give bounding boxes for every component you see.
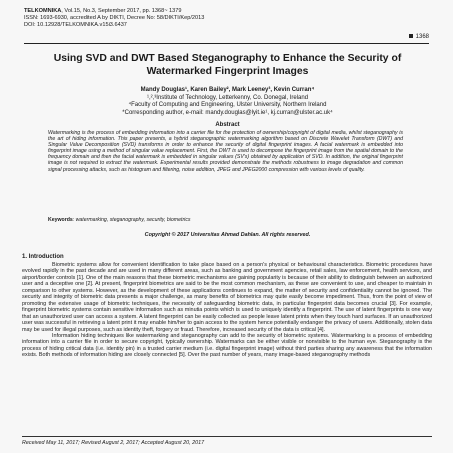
journal-header <box>24 8 434 29</box>
doi-line: DOI: 10.12928/TELKOMNIKA.v15i3.6437 <box>24 22 127 28</box>
section-body <box>22 262 432 359</box>
page-number: 1368 <box>415 34 429 40</box>
footer-divider <box>22 436 432 437</box>
square-icon <box>409 34 413 38</box>
keywords-list: : watermarking, steganography, security, biometrics <box>72 217 191 223</box>
section-heading: 1. Introduction <box>22 254 64 260</box>
author-names: Mandy Douglas¹, Karen Bailey², Mark Leeney³, Kevin Curran⁴ <box>140 87 315 93</box>
issn-line: ISSN: 1693-6930, accredited A by DIKTI, Decree No: 58/DIKTI/Kep/2013 <box>24 15 205 21</box>
corresponding-email: *Corresponding author, e-mail: mandy.douglas@lyit.ie¹, kj.curran@ulster.ac.uk⁴ <box>122 109 333 116</box>
journal-volume-line <box>24 8 434 15</box>
header-divider <box>24 43 429 44</box>
keywords-line <box>48 217 403 223</box>
abstract-heading: Abstract <box>215 122 240 128</box>
affiliation-2: ⁴Faculty of Computing and Engineering, Ulster University, Northern Ireland <box>128 102 327 109</box>
author-block <box>30 87 425 117</box>
body-paragraph: Biometric systems allow for convenient identification to take place based on a person's physical or behavioural characteristics. Biometric procedures have evolved rapidly in the past decade and are used in many different areas, such as banking and government agencies, retail sales, law enforcement, health services, and airport/border controls [1]. One of the main reasons that these biometric mechanisms are gaining popularity is because of their ability to distinguish between an authorized user and a deceptive one [2]. At present, fingerprint biometrics are said to be the most common mechanism, as these are convenient to use, and cheaper to maintain in comparison to other systems. However, as the development of these applications continues to expand, the matter of security and confidentiality cannot be ignored. The security and integrity of biometric data presents a major challenge, as many benefits of biometrics may quite easily become impediment. Thus, from the point of view of promoting the extensive usage of biometric techniques, the necessity of safeguarding biometric data, in particular fingerprint data becomes crucial [3]. For example, fingerprint biometric systems contain sensitive information such as minutia points which is used to uniquely identify a fingerprint. The use of latent fingerprints is one way that an unauthorized user can access a system. A latent fingerprint can be easily collected as people leave latent prints when they touch hard surfaces. If an unauthorized user was successful in retrieving a latent print it may enable him/her to gain access to the system hence potentially endanger the privacy of users. Additionally, stolen data may be used for illegal purposes, such as identity theft, forgery or fraud. Therefore, increased security of the data is critical [4]. <box>22 262 432 333</box>
received-dates: Received May 11, 2017; Revised August 2, 2017; Accepted August 20, 2017 <box>22 440 205 446</box>
volume-info: , Vol.15, No.3, September 2017, pp. 1368~ 1379 <box>61 8 182 14</box>
paper-title: Using SVD and DWT Based Steganography to Enhance the Security of Watermarked Fingerprint Images <box>53 53 402 77</box>
copyright-notice: Copyright © 2017 Universitas Ahmad Dahlan. All rights reserved. <box>144 232 311 238</box>
journal-name: TELKOMNIKA <box>24 8 62 14</box>
keywords-label: Keywords <box>48 217 73 223</box>
page-number-block <box>409 34 429 40</box>
affiliation-1: ¹,²,³Institute of Technology, Letterkenny, Co. Donegal, Ireland <box>146 94 309 101</box>
body-paragraph: Information hiding techniques like watermarking and steganography can add to the security of biometric systems. Watermarking is a process of embedding information into a carrier file in order to secure copyright, typically ownership. Watermarks can be either visible or nonvisible to the human eye. Steganography is the process of hiding critical data (i.e. identity pin) in a trusted carrier medium (i.e. digital fingerprint image) without third parties sharing any awareness that the information exists. Both methods of information hiding are closely connected [5]. Over the past number of years, many image-based steganography methods <box>22 332 432 359</box>
abstract-text: Watermarking is the process of embedding information into a carrier file for the protection of ownership/copyright of digital media, whilst steganography is the art of hiding information. This paper presents, a hybrid steganographic watermarking algorithm based on Discrete Wavelet Transform (DWT) and Singular Value Decomposition (SVD) transforms in order to enhance the security of digital fingerprint images. A facial watermark is embedded into fingerprint image using a method of singular value replacement. First, the DWT is used to decompose the fingerprint image from the spatial domain to the frequency domain and then the facial watermark is embedded in singular values (SV's) obtained by application of SVD. In addition, the original fingerprint image is not required to extract the watermark. Experimental results provided demonstrate the methods robustness to image degradation and common signal processing attacks, such as histogram and filtering, noise addition, JPEG and JPEG2000 compression with various levels of quality. <box>48 130 403 173</box>
